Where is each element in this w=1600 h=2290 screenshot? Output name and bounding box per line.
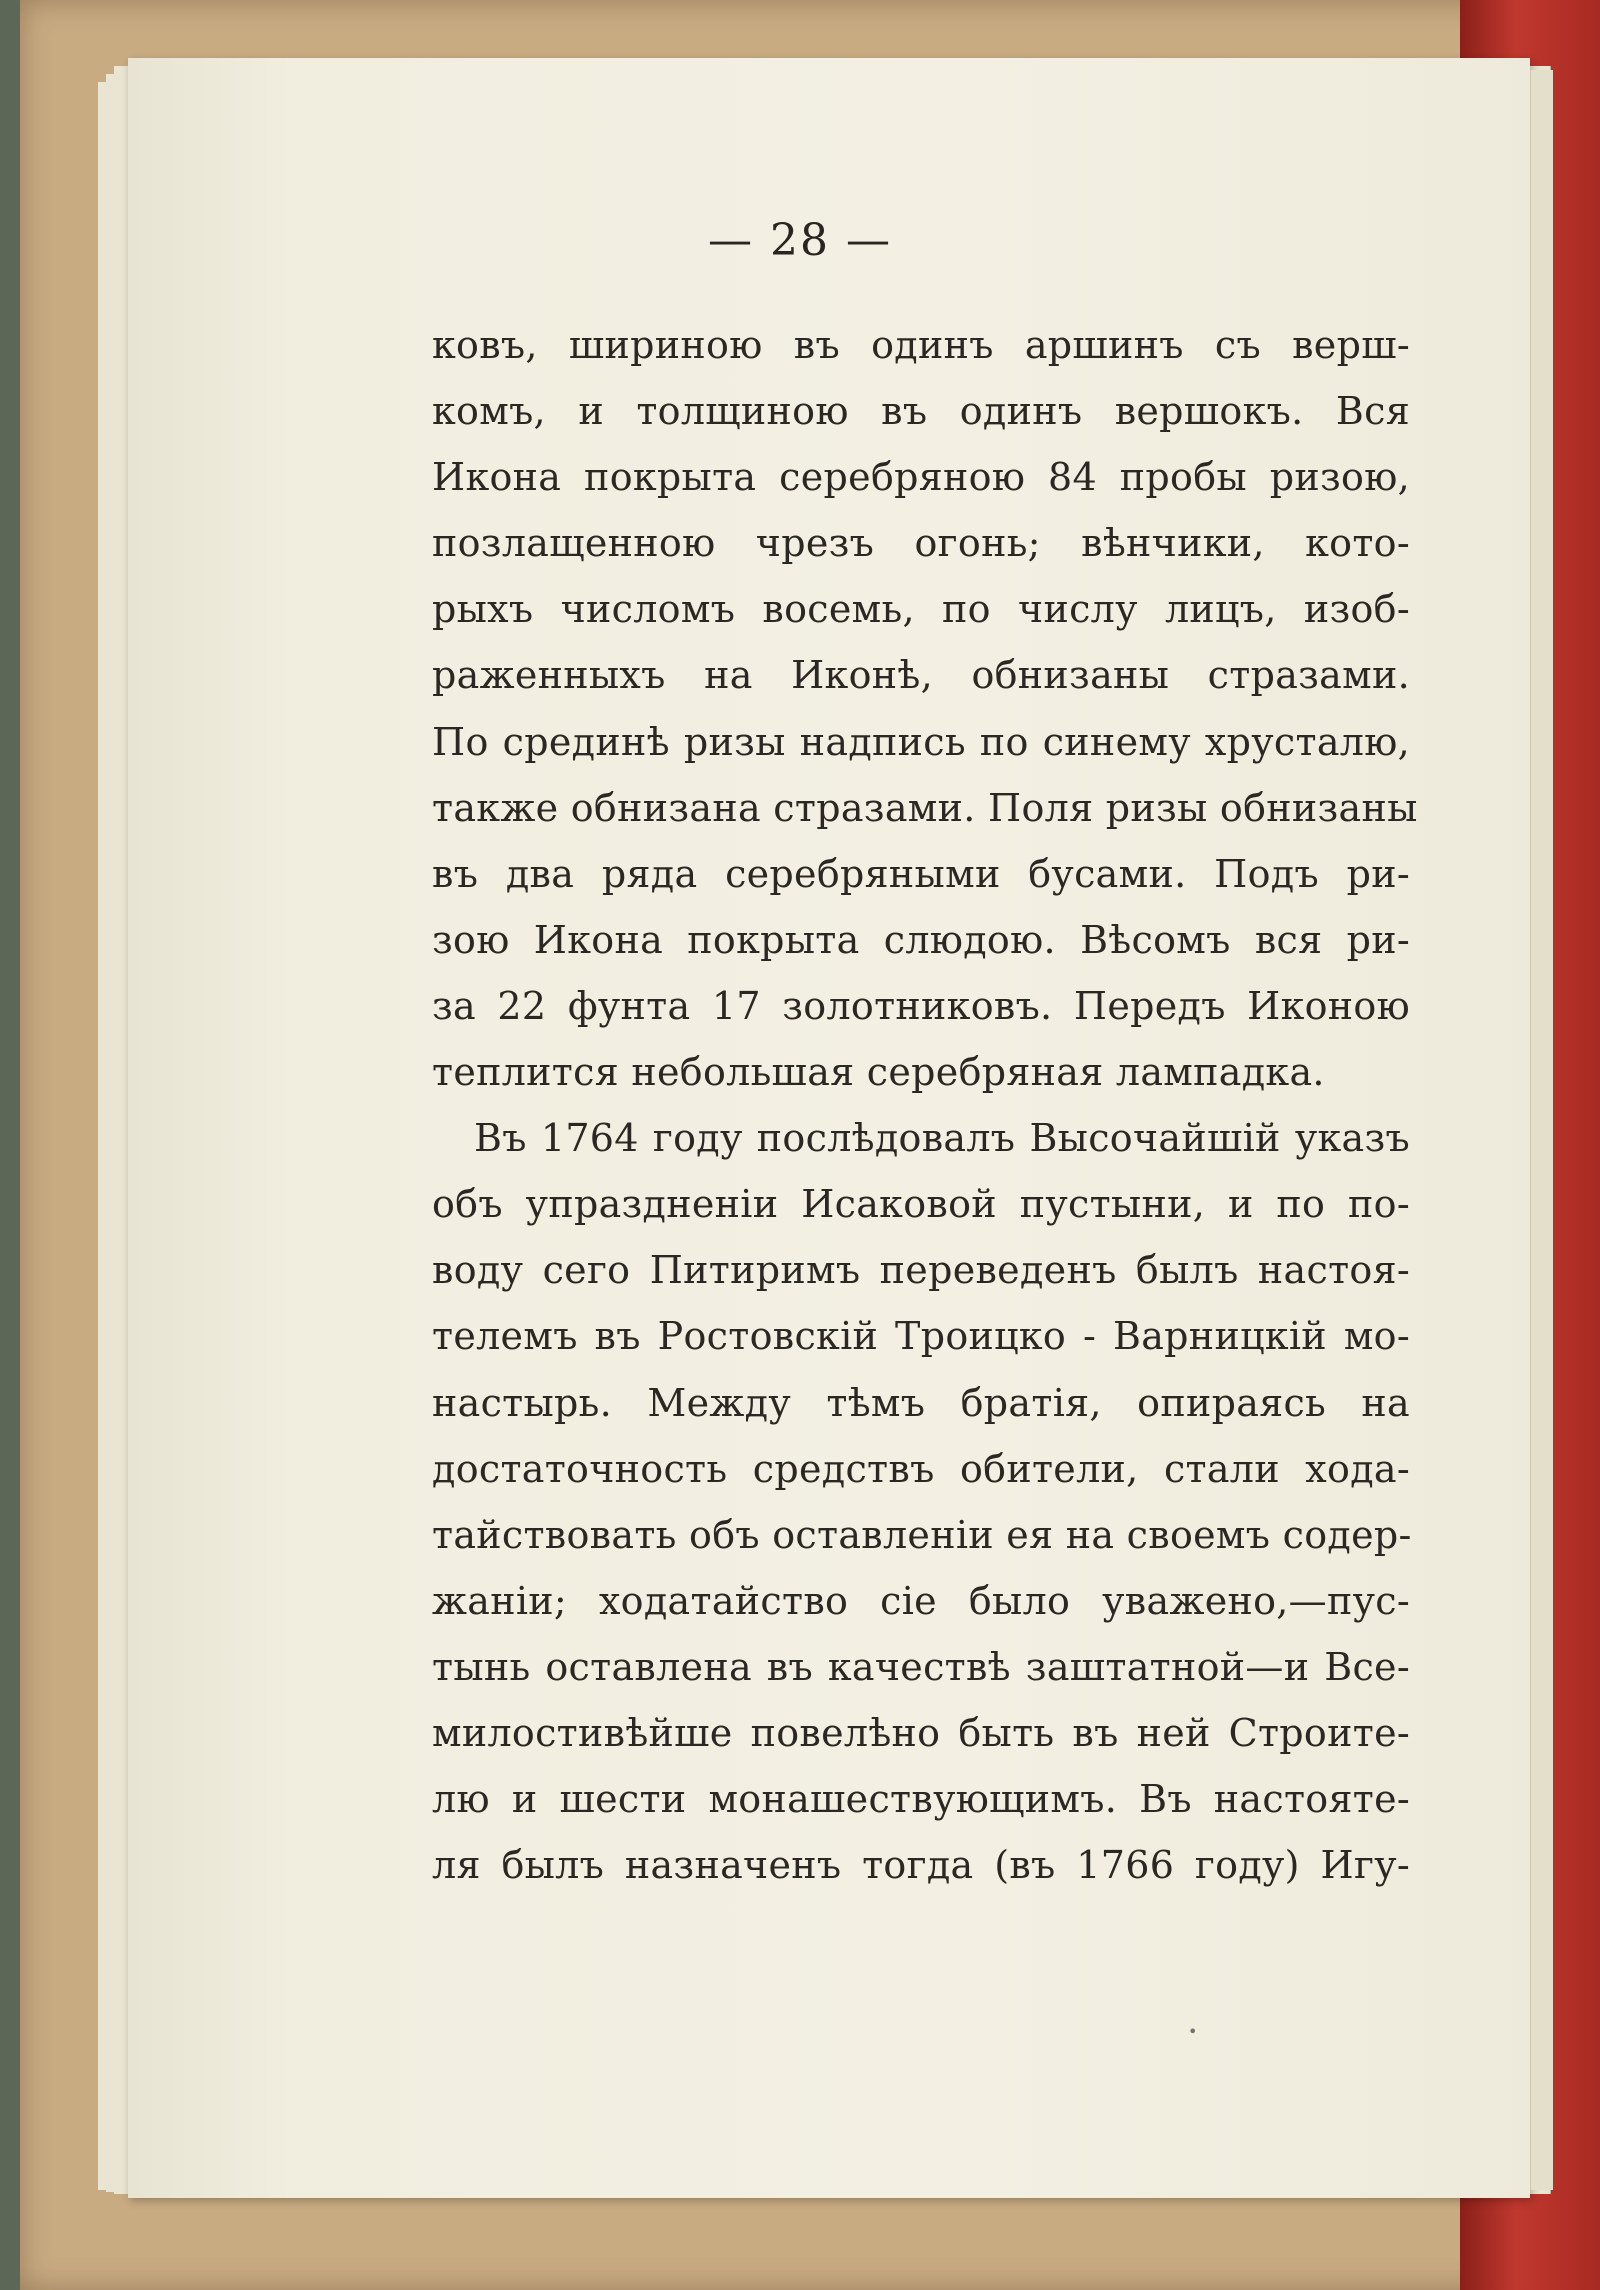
text-line: за 22 фунта 17 золотниковъ. Передъ Иконою: [432, 983, 1410, 1028]
text-line: объ упраздненіи Исаковой пустыни, и по по-: [432, 1182, 1410, 1227]
text-line: достаточность средствъ обители, стали хода-: [432, 1446, 1410, 1491]
text-line: рыхъ числомъ восемь, по числу лицъ, изоб-: [432, 587, 1410, 632]
text-line: позлащенною чрезъ огонь; вѣнчики, кото-: [432, 521, 1410, 566]
text-line: также обнизана стразами. Поля ризы обнизаны: [432, 785, 1418, 830]
text-line: комъ, и толщиною въ одинъ вершокъ. Вся: [432, 389, 1410, 434]
body-text: [432, 312, 1418, 1898]
text-line: телемъ въ Ростовскій Троицко - Варницкій мо-: [432, 1314, 1410, 1359]
page-number: — 28 —: [708, 215, 892, 266]
text-line: зою Икона покрыта слюдою. Вѣсомъ вся ри-: [432, 917, 1410, 962]
paper-speck: •: [1188, 2022, 1198, 2041]
text-line: въ два ряда серебряными бусами. Подъ ри-: [432, 851, 1410, 896]
text-line: тынь оставлена въ качествѣ заштатной—и Все-: [432, 1644, 1410, 1689]
text-line: ковъ, шириною въ одинъ аршинъ съ верш-: [432, 323, 1410, 367]
text-line: ля былъ назначенъ тогда (въ 1766 году) Игу-: [432, 1843, 1410, 1888]
next-page-edge: [1530, 70, 1553, 2190]
text-line: воду сего Питиримъ переведенъ былъ настоя-: [432, 1248, 1410, 1293]
text-line: лю и шести монашествующимъ. Въ настояте-: [432, 1777, 1410, 1822]
text-line: настырь. Между тѣмъ братія, опираясь на: [432, 1380, 1410, 1425]
text-line: Икона покрыта серебряною 84 пробы ризою,: [432, 455, 1410, 500]
text-line: милостивѣйше повелѣно быть въ ней Строите-: [432, 1710, 1410, 1755]
text-line: раженныхъ на Иконѣ, обнизаны стразами.: [432, 653, 1410, 698]
text-line: По срединѣ ризы надпись по синему хрусталю,: [432, 719, 1410, 764]
text-line: теплится небольшая серебряная лампадка.: [432, 1050, 1325, 1095]
paragraph-first-line: Въ 1764 году послѣдовалъ Высочайшій указъ: [474, 1116, 1410, 1161]
text-line: жаніи; ходатайство сіе было уважено,—пус-: [432, 1578, 1410, 1623]
text-line: тайствовать объ оставленіи ея на своемъ содер-: [432, 1512, 1412, 1557]
